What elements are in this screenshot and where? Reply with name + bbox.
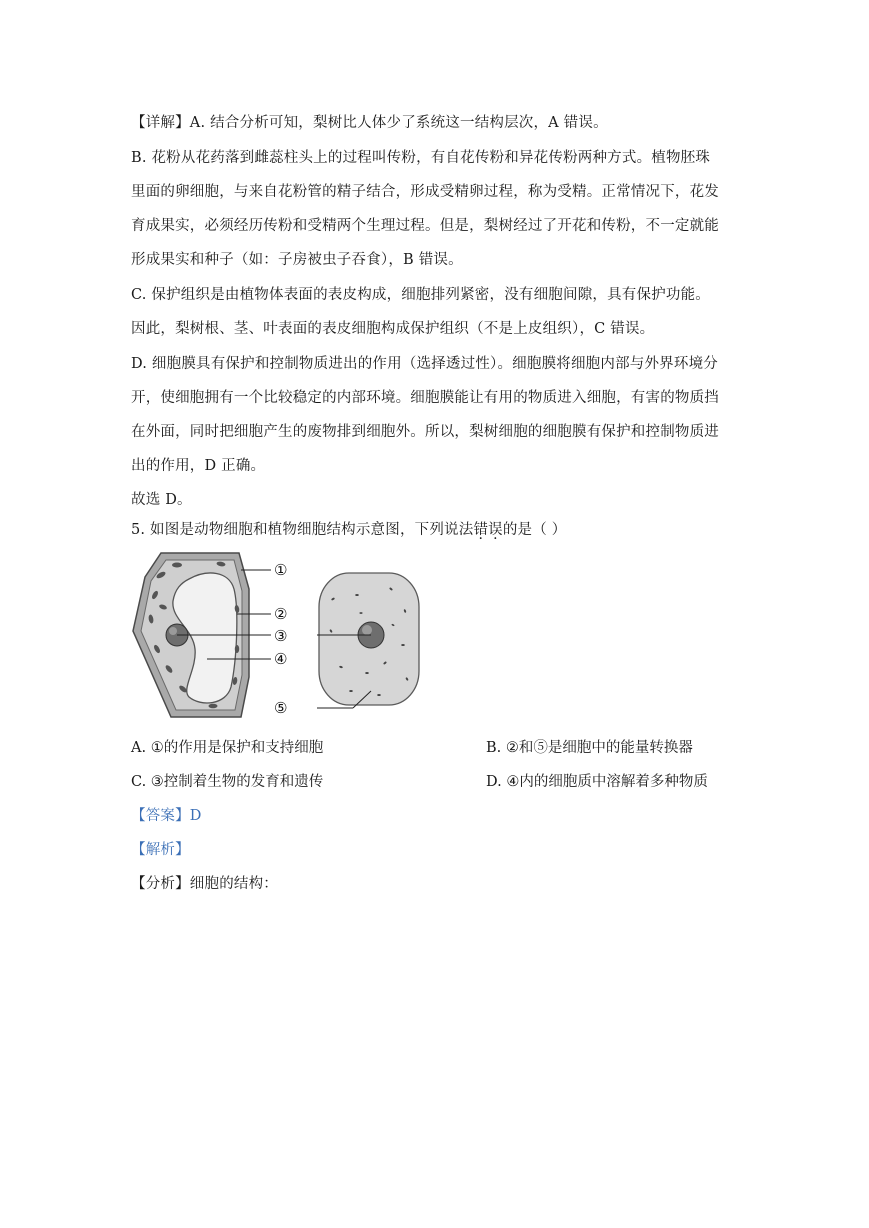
analysis-intro: 【分析】细胞的结构： (131, 876, 278, 892)
explanation-b-line: B. 花粉从花药落到雌蕊柱头上的过程叫传粉，有自花传粉和异花传粉两种方式。植物胚珠 (131, 150, 711, 166)
explanation-d-line: 出的作用，D 正确。 (131, 458, 266, 474)
stem-text: 5. 如图是动物细胞和植物细胞结构示意图，下列说法 (131, 522, 474, 538)
option-b: B. ②和⑤是细胞中的能量转换器 (486, 740, 693, 756)
cell-diagram (131, 549, 431, 721)
figure-label-3: ③ (274, 627, 288, 645)
explanation-a: 【详解】A. 结合分析可知，梨树比人体少了系统这一结构层次，A 错误。 (131, 115, 608, 131)
explanation-b-line: 育成果实，必须经历传粉和受精两个生理过程。但是，梨树经过了开花和传粉，不一定就能 (131, 218, 719, 234)
explanation-d-line: D. 细胞膜具有保护和控制物质进出的作用（选择透过性）。细胞膜将细胞内部与外界环境分 (131, 356, 718, 372)
analysis-heading: 【解析】 (131, 842, 190, 858)
figure-label-2: ② (274, 605, 288, 623)
emphasis-char: 误 (488, 522, 503, 538)
explanation-d-line: 在外面，同时把细胞产生的废物排到细胞外。所以，梨树细胞的细胞膜有保护和控制物质进 (131, 424, 719, 440)
figure-label-5: ⑤ (274, 699, 288, 717)
option-c: C. ③控制着生物的发育和遗传 (131, 774, 324, 790)
stem-text: 的是（ ） (502, 522, 567, 538)
explanation-c-line: 因此，梨树根、茎、叶表面的表皮细胞构成保护组织（不是上皮组织），C 错误。 (131, 321, 655, 337)
emphasis-char: 错 (473, 522, 489, 538)
figure-label-1: ① (274, 561, 288, 579)
option-a: A. ①的作用是保护和支持细胞 (131, 740, 324, 756)
final-choice: 故选 D。 (131, 492, 192, 508)
option-d: D. ④内的细胞质中溶解着多种物质 (486, 774, 708, 790)
question-5-stem (131, 520, 566, 540)
explanation-c-line: C. 保护组织是由植物体表面的表皮构成，细胞排列紧密，没有细胞间隙，具有保护功能。 (131, 287, 710, 303)
explanation-b-line: 里面的卵细胞，与来自花粉管的精子结合，形成受精卵过程，称为受精。正常情况下，花发 (131, 184, 719, 200)
answer-label: 【答案】D (131, 808, 202, 824)
explanation-b-line: 形成果实和种子（如：子房被虫子吞食），B 错误。 (131, 252, 463, 268)
explanation-d-line: 开，使细胞拥有一个比较稳定的内部环境。细胞膜能让有用的物质进入细胞，有害的物质挡 (131, 390, 719, 406)
figure-label-4: ④ (274, 650, 288, 668)
